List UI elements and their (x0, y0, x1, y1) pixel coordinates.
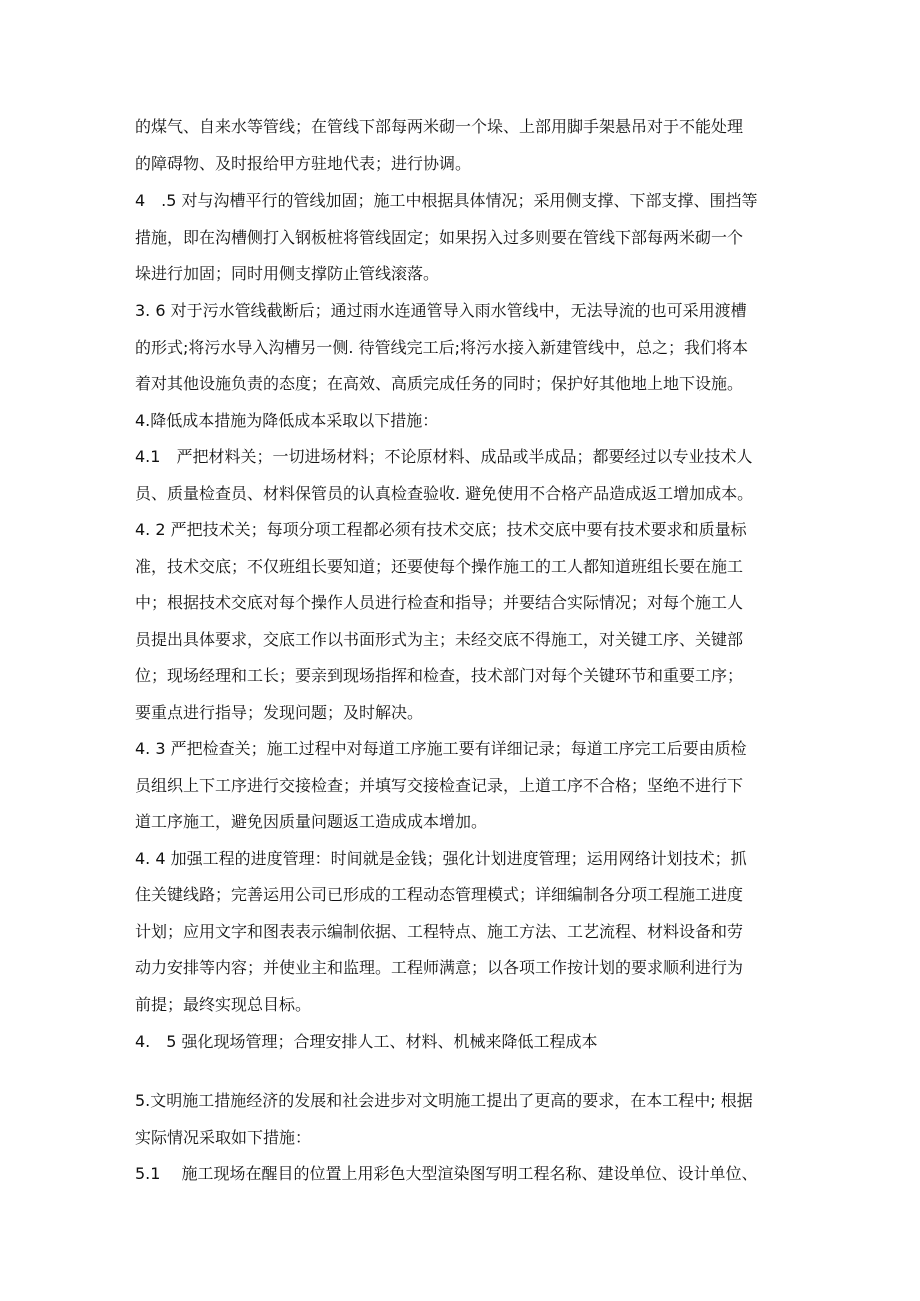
text-line: 4 .5 对与沟槽平行的管线加固；施工中根据具体情况；采用侧支撑、下部支撑、围挡等 (135, 191, 758, 210)
text-line: 计划；应用文字和图表表示编制依据、工程特点、施工方法、工艺流程、材料设备和劳 (135, 922, 744, 941)
text-line: 4. 3 严把检查关；施工过程中对每道工序施工要有详细记录；每道工序完工后要由质检 (135, 739, 747, 758)
section-heading: 4.降低成本措施为降低成本采取以下措施： (135, 411, 439, 430)
text-line: 3. 6 对于污水管线截断后；通过雨水连通管导入雨水管线中，无法导流的也可采用渡槽 (135, 301, 747, 320)
text-line: 要重点进行指导；发现问题；及时解决。 (135, 703, 424, 722)
text-line: 措施，即在沟槽侧打入钢板桩将管线固定；如果拐入过多则要在管线下部每两米砌一个 (135, 228, 744, 247)
section-heading: 5.文明施工措施经济的发展和社会进步对文明施工提出了更高的要求，在本工程中; 根据 (135, 1091, 753, 1110)
text-line: 住关键线路；完善运用公司已形成的工程动态管理模式；详细编制各分项工程施工进度 (135, 885, 744, 904)
text-line: 4. 5 强化现场管理；合理安排人工、材料、机械来降低工程成本 (135, 1032, 598, 1051)
text-line: 准，技术交底；不仅班组长要知道；还要使每个操作施工的工人都知道班组长要在施工 (135, 557, 744, 576)
text-line: 垛进行加固；同时用侧支撑防止管线滚落。 (135, 264, 440, 283)
text-line: 的形式;将污水导入沟槽另一侧. 待管线完工后;将污水接入新建管线中，总之；我们将本 (135, 338, 748, 357)
text-line: 员、质量检查员、材料保管员的认真检查验收. 避免使用不合格产品造成返工增加成本。 (135, 484, 754, 503)
text-line: 4. 4 加强工程的进度管理：时间就是金钱；强化计划进度管理；运用网络计划技术；抓 (135, 849, 747, 868)
text-line: 的障碍物、及时报给甲方驻地代表；进行协调。 (135, 154, 472, 173)
text-line: 4. 2 严把技术关；每项分项工程都必须有技术交底；技术交底中要有技术要求和质量标 (135, 520, 747, 539)
text-line: 实际情况采取如下措施： (135, 1128, 312, 1147)
text-line: 4.1 严把材料关；一切进场材料；不论原材料、成品或半成品；都要经过以专业技术人 (135, 447, 753, 466)
text-line: 的煤气、自来水等管线；在管线下部每两米砌一个垛、上部用脚手架悬吊对于不能处理 (135, 117, 744, 136)
text-line: 着对其他设施负责的态度；在高效、高质完成任务的同时；保护好其他地上地下设施。 (135, 374, 744, 393)
text-line: 道工序施工，避免因质量问题返工造成成本增加。 (135, 812, 488, 831)
text-line: 位；现场经理和工长；要亲到现场指挥和检查，技术部门对每个关键环节和重要工序； (135, 666, 744, 685)
text-line: 员提出具体要求，交底工作以书面形式为主；未经交底不得施工，对关键工序、关键部 (135, 630, 744, 649)
text-line: 员组织上下工序进行交接检查；并填写交接检查记录，上道工序不合格；坚绝不进行下 (135, 776, 744, 795)
text-line: 前提；最终实现总目标。 (135, 995, 312, 1014)
text-line: 动力安排等内容；并使业主和监理。工程师满意；以各项工作按计划的要求顺利进行为 (135, 958, 744, 977)
text-line: 中；根据技术交底对每个操作人员进行检查和指导；并要结合实际情况；对每个施工人 (135, 593, 744, 612)
text-line: 5.1 施工现场在醒目的位置上用彩色大型渲染图写明工程名称、建设单位、设计单位、 (135, 1164, 758, 1183)
